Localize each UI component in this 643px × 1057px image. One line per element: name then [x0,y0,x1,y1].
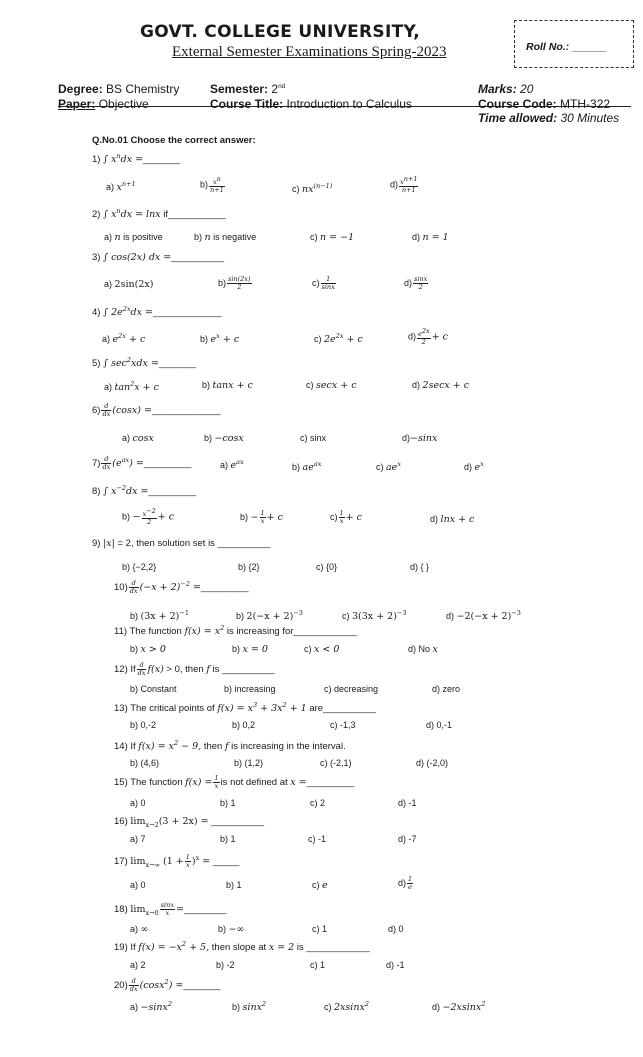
question-8: 8) ∫ $x^{-2}dx$ =_________ [92,484,196,498]
q2-option-c: c) n = −1 [310,232,355,243]
q6-option-b: b) −cosx [204,433,244,444]
question-19: 19) If $f(x) = -x^2 + 5$, then slope at x = 2 is ____________ [114,940,370,954]
q12-option-a: b) Constant [130,684,177,694]
q17-option-c: c) e [312,880,328,891]
q11-option-c: c) x < 0 [304,644,340,655]
marks-label: Marks: [478,82,517,96]
q14-option-c: c) (-2,1) [320,758,352,768]
header-rule [58,106,631,107]
instruction: Q.No.01 Choose the correct answer: [92,135,256,146]
q18-option-d: d) 0 [388,924,404,934]
semester-line [210,82,285,96]
q3-option-c: c) $\frac{1}{\sin x}$ [312,275,335,291]
degree-line [58,82,179,96]
q17-option-d: d) $\frac{1}{e}$ [398,875,413,891]
question-16: 16) $\lim_{x\to 2}(3 + 2x)$ = __________ [114,816,265,829]
q16-option-c: c) -1 [308,834,326,844]
q1-option-c: c) $nx^{(n-1)}$ [292,182,333,196]
q14-option-a: b) (4,6) [130,758,160,768]
question-14: 14) If $f(x) = x^2 - 9$, then f is increasing in the interval. [114,739,346,753]
q16-option-b: b) 1 [220,834,236,844]
q13-option-a: b) 0,-2 [130,720,157,730]
q16-option-d: d) -7 [398,834,417,844]
question-20: 20) $\frac{d}{dx}$ (cosx$^2$) =_______ [114,977,221,994]
question-18: 18) $\lim_{x\to 0}$ $\frac{\sin x}{x}$ =________ [114,901,227,917]
question-17: 17) $\lim_{x\to\infty} (1$ + $\frac{1}{x}$ )$^x$ = _____ [114,853,240,870]
q16-option-a: a) 7 [130,834,146,844]
question-1: 1) ∫ $x^ndx$ =_______ [92,152,181,166]
q4-option-d: d) $\frac{e^{2x}}{2}$ + c [408,327,448,347]
q12-option-b: b) increasing [224,684,276,694]
q3-option-d: d) $\frac{\sin x}{2}$ [404,275,428,291]
question-15: 15) The function f(x) = $\frac{1}{x}$ is not defined at x =_________ [114,774,355,790]
q19-option-c: c) 1 [310,960,326,970]
q5-option-c: c) secx + c [306,380,357,391]
exam-title: External Semester Examinations Spring-2023 [172,44,447,60]
q10-option-d: $d) -2(-x + 2)^{-3}$ [446,609,521,623]
q10-option-a: b) $(3x + 2)^{-1}$ [130,609,189,623]
q19-option-b: b) -2 [216,960,235,970]
course-code-label: Course Code: [478,97,557,111]
q15-option-a: a) 0 [130,798,146,808]
q6-option-a: a) cosx [122,433,154,444]
question-4: 4) ∫ $2e^{2x}dx$ =_____________ [92,305,222,319]
q20-option-a: a) −sinx$^2$ [130,1000,173,1014]
q6-option-d: d)−sinx [402,433,438,444]
q7-option-b: b) $ae^{ax}$ [292,460,322,474]
q4-option-b: b) $e^x + c$ [200,332,240,346]
marks-line [478,82,533,96]
question-13: 13) The critical points of $f(x) = x^3 + 3x^2 + 1$ are__________ [114,701,376,715]
paper-line [58,97,149,111]
q3-option-a: a) 2sin(2x) [104,279,154,290]
q4-option-c: c) $2e^{2x} + c$ [314,332,363,346]
q13-option-b: b) 0,2 [232,720,256,730]
q14-option-b: b) (1,2) [234,758,264,768]
q9-option-d: d) { } [410,562,430,572]
q1-option-a: a) $x^{n+1}$ [106,180,136,194]
question-7: 7) $\frac{d}{dx}$ $(e^{ax})$ =_________ [92,455,192,472]
q10-option-b: b) $2(-x + 2)^{-3}$ [236,609,303,623]
question-10: 10) $\frac{d}{dx}$ $(-x + 2)^{-2}$ =_________ [114,579,249,596]
q8-option-a: b) − $\frac{x^{-2}}{2}$ + c [122,507,175,527]
q10-option-c: c) $3(3x + 2)^{-3}$ [342,609,407,623]
q2-option-b: b) n is negative [194,232,257,243]
q13-option-d: d) 0,-1 [426,720,453,730]
q5-option-d: d) 2secx + c [412,380,470,391]
q3-option-b: b) $\frac{\sin(2x)}{2}$ [218,275,251,291]
q19-option-a: a) 2 [130,960,146,970]
roll-blank: ______ [572,41,608,53]
q12-option-d: d) zero [432,684,461,694]
q2-option-a: a) n is positive [104,232,163,243]
question-5: 5) ∫ $\sec^2xdx$ =_______ [92,356,196,370]
question-3: 3) ∫ cos(2x) dx =__________ [92,252,225,263]
q14-option-d: d) (-2,0) [416,758,449,768]
q1-option-d: d) $\frac{x^{n+1}}{n+1}$ [390,175,418,195]
semester-label: Semester: [210,82,269,96]
course-code-line [478,97,610,111]
q15-option-b: b) 1 [220,798,236,808]
q2-option-d: d) n = 1 [412,232,449,243]
q20-option-c: c) 2xsinx$^2$ [324,1000,369,1014]
q4-option-a: a) $e^{2x} + c$ [102,332,146,346]
q5-option-a: a) $\tan^2x + c$ [104,380,159,394]
q7-option-d: d) $e^x$ [464,460,484,474]
q7-option-c: c) $ae^x$ [376,460,401,474]
q17-option-b: b) 1 [226,880,242,890]
q9-option-b: b) {2} [238,562,260,572]
q9-option-a: b) {−2,2} [122,562,157,572]
q8-option-c: c) $\frac{1}{x}$ + c [330,509,362,525]
q11-option-d: d) No x [408,644,438,655]
question-12: 12) If $\frac{d}{dx}$ f(x) > 0, then f is __________ [114,661,275,677]
time-value: 30 Minutes [560,111,620,125]
q11-option-b: b) x = 0 [232,644,268,655]
paper-label: Paper: [58,97,96,111]
question-9: 9) |x| = 2, then solution set is __________ [92,538,271,549]
question-2: 2) ∫ $x^ndx = \ln x$ if___________ [92,207,227,221]
q20-option-d: d) −2xsinx$^2$ [432,1000,486,1014]
course-title-value: Introduction to Calculus [286,97,412,111]
q1-option-b: b) $\frac{x^n}{n+1}$ [200,175,224,195]
paper-value: Objective [98,97,149,111]
roll-number-field[interactable] [526,41,607,53]
q13-option-c: c) -1,3 [330,720,356,730]
q18-option-c: c) 1 [312,924,328,934]
q8-option-b: b) − $\frac{1}{x}$ + c [240,509,283,525]
course-title-line [210,97,412,111]
q9-option-c: c) {0} [316,562,338,572]
q18-option-b: b) −∞ [218,924,245,935]
university-name: GOVT. COLLEGE UNIVERSITY, [140,22,421,42]
question-6: 6) $\frac{d}{dx}$ (cosx) =_____________ [92,402,221,418]
q11-option-a: b) x > 0 [130,644,166,655]
q7-option-a: a) $e^{ax}$ [220,458,244,472]
course-code-value: MTH-322 [560,97,611,111]
q15-option-c: c) 2 [310,798,326,808]
time-label: Time allowed: [478,111,558,125]
degree-label: Degree: [58,82,103,96]
q6-option-c: c) sinx [300,433,327,443]
degree-value: BS Chemistry [106,82,180,96]
q12-option-c: c) decreasing [324,684,379,694]
q19-option-d: d) -1 [386,960,405,970]
course-title-label: Course Title: [210,97,284,111]
q8-option-d: d) lnx + c [430,514,475,525]
q5-option-b: b) tanx + c [202,380,253,391]
question-11: 11) The function $f(x) = x^2$ is increasing for____________ [114,624,357,638]
q17-option-a: a) 0 [130,880,146,890]
q15-option-d: d) -1 [398,798,417,808]
semester-value: 2 [271,82,279,96]
semester-suffix: nd [278,83,286,90]
q18-option-a: a) ∞ [130,924,149,935]
q20-option-b: b) sinx$^2$ [232,1000,267,1014]
roll-label: Roll No.: [526,41,570,53]
time-line [478,111,619,125]
marks-value: 20 [520,82,534,96]
